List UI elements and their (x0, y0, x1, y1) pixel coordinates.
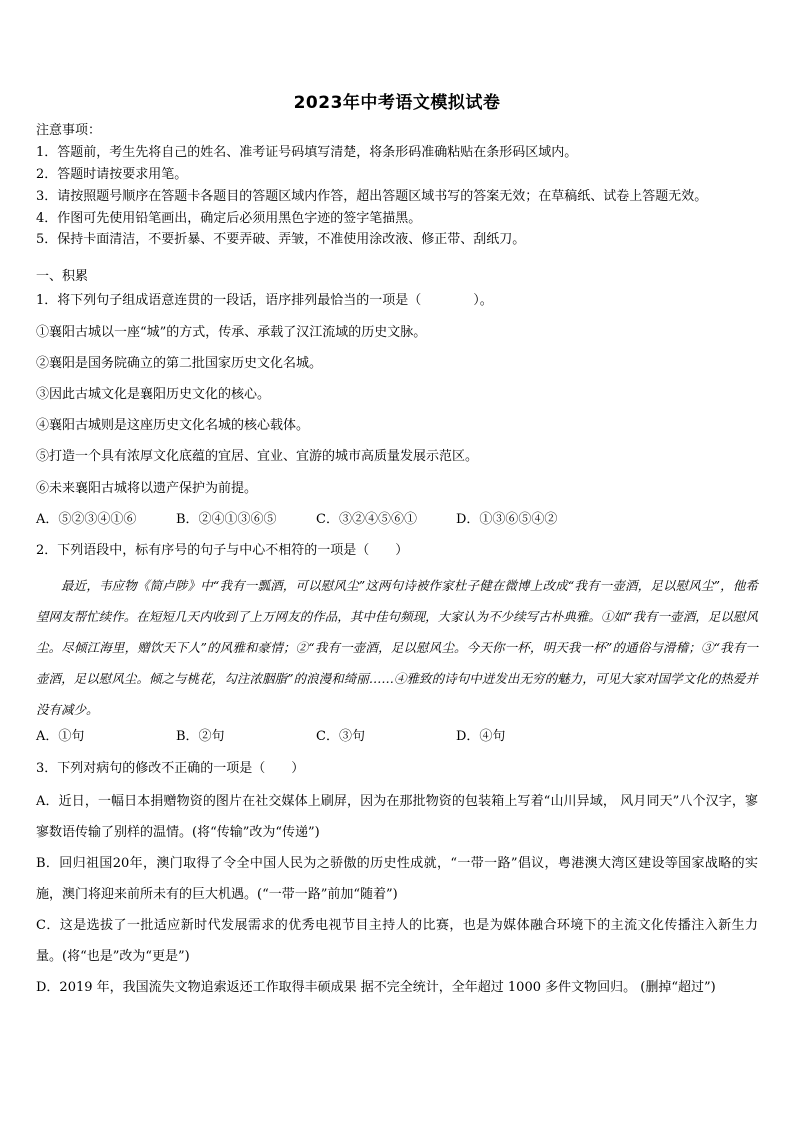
notice-item: 1．答题前，考生先将自己的姓名、准考证号码填写清楚，将条形码准确粘贴在条形码区域内。 (36, 145, 578, 160)
option-d: D．①③⑥⑤④② (456, 512, 558, 527)
question-2-passage: 最近，韦应物《简卢陟》中“我有一瓢酒，可以慰风尘”这两句诗被作家杜子健在微博上改成“我有一壶酒，足以慰风尘”，他希望网友帮忙续作。在短短几天内收到了上万网友的作品，其中佳句频现，大家认为不少续写古朴典雅。①如“我有一壶酒，足以慰风尘。尽倾江海里，赠饮天下人”的风雅和豪情；②“我有一壶酒，足以慰风尘。今天你一杯，明天我一杯”的通俗与滑稽；③“我有一壶酒，足以慰风尘。倾之与桃花，勾注浓胭脂”的浪漫和绮丽……④雅致的诗句中迸发出无穷的魅力，可见大家对国学文化的热爱并没有减少。 (36, 578, 758, 717)
notice-item: 2．答题时请按要求用笔。 (36, 167, 188, 182)
question-3-stem: 3．下列对病句的修改不正确的一项是（ ） (36, 761, 305, 776)
question-1-options (36, 511, 758, 529)
notice-item: 5．保持卡面清洁，不要折暴、不要弄破、弄皱，不准使用涂改液、修正带、刮纸刀。 (36, 232, 526, 247)
section-heading: 一、积累 (36, 269, 89, 284)
question-1-stem: 1．将下列句子组成语意连贯的一段话，语序排列最恰当的一项是（ ）。 (36, 293, 493, 308)
page-title: 2023年中考语文模拟试卷 (293, 93, 501, 113)
option-c: C．这是选拔了一批适应新时代发展需求的优秀电视节目主持人的比赛，也是为媒体融合环境下的主流文化传播注入新生力量。(将“也是”改为“更是”) (36, 918, 758, 964)
sentence: ⑤打造一个具有浓厚文化底蕴的宜居、宜业、宜游的城市高质量发展示范区。 (36, 449, 479, 464)
option-a: A．⑤②③④①⑥ (36, 512, 137, 527)
option-a: A．①句 (36, 729, 85, 744)
question-2-options (36, 728, 758, 746)
notice-heading: 注意事项： (36, 123, 102, 138)
option-c: C．③②④⑤⑥① (316, 512, 417, 527)
option-b: B．②④①③⑥⑤ (176, 512, 277, 527)
sentence: ①襄阳古城以一座“城”的方式，传承、承载了汉江流域的历史文脉。 (36, 325, 427, 340)
option-b: B．回归祖国20年，澳门取得了令全中国人民为之骄傲的历史性成就，“一带一路”倡议，粤港澳大湾区建设等国家战略的实施，澳门将迎来前所未有的巨大机遇。(“一带一路”前加“随着”) (36, 856, 758, 902)
sentence: ④襄阳古城则是这座历史文化名城的核心载体。 (36, 418, 310, 433)
option-d: D．④句 (456, 729, 506, 744)
question-2-stem: 2．下列语段中，标有序号的句子与中心不相符的一项是（ ） (36, 543, 409, 558)
notice-item: 3．请按照题号顺序在答题卡各题目的答题区域内作答，超出答题区域书写的答案无效；在草稿纸、试卷上答题无效。 (36, 189, 708, 204)
option-a: A．近日，一幅日本捐赠物资的图片在社交媒体上刷屏，因为在那批物资的包装箱上写着“山川异域， 风月同天”八个汉字，寥寥数语传输了别样的温情。(将“传输”改为“传递”) (36, 794, 758, 840)
sentence: ⑥未来襄阳古城将以遗产保护为前提。 (36, 481, 258, 496)
sentence: ③因此古城文化是襄阳历史文化的核心。 (36, 387, 271, 402)
notice-item: 4．作图可先使用铅笔画出，确定后必须用黑色字迹的签字笔描黑。 (36, 211, 422, 226)
option-c: C．③句 (316, 729, 365, 744)
option-b: B．②句 (176, 729, 225, 744)
option-d: D．2019 年，我国流失文物追索返还工作取得丰硕成果 据不完全统计，全年超过 1000 多件文物回归。 (删掉“超过”) (36, 980, 716, 995)
sentence: ②襄阳是国务院确立的第二批国家历史文化名城。 (36, 356, 323, 371)
